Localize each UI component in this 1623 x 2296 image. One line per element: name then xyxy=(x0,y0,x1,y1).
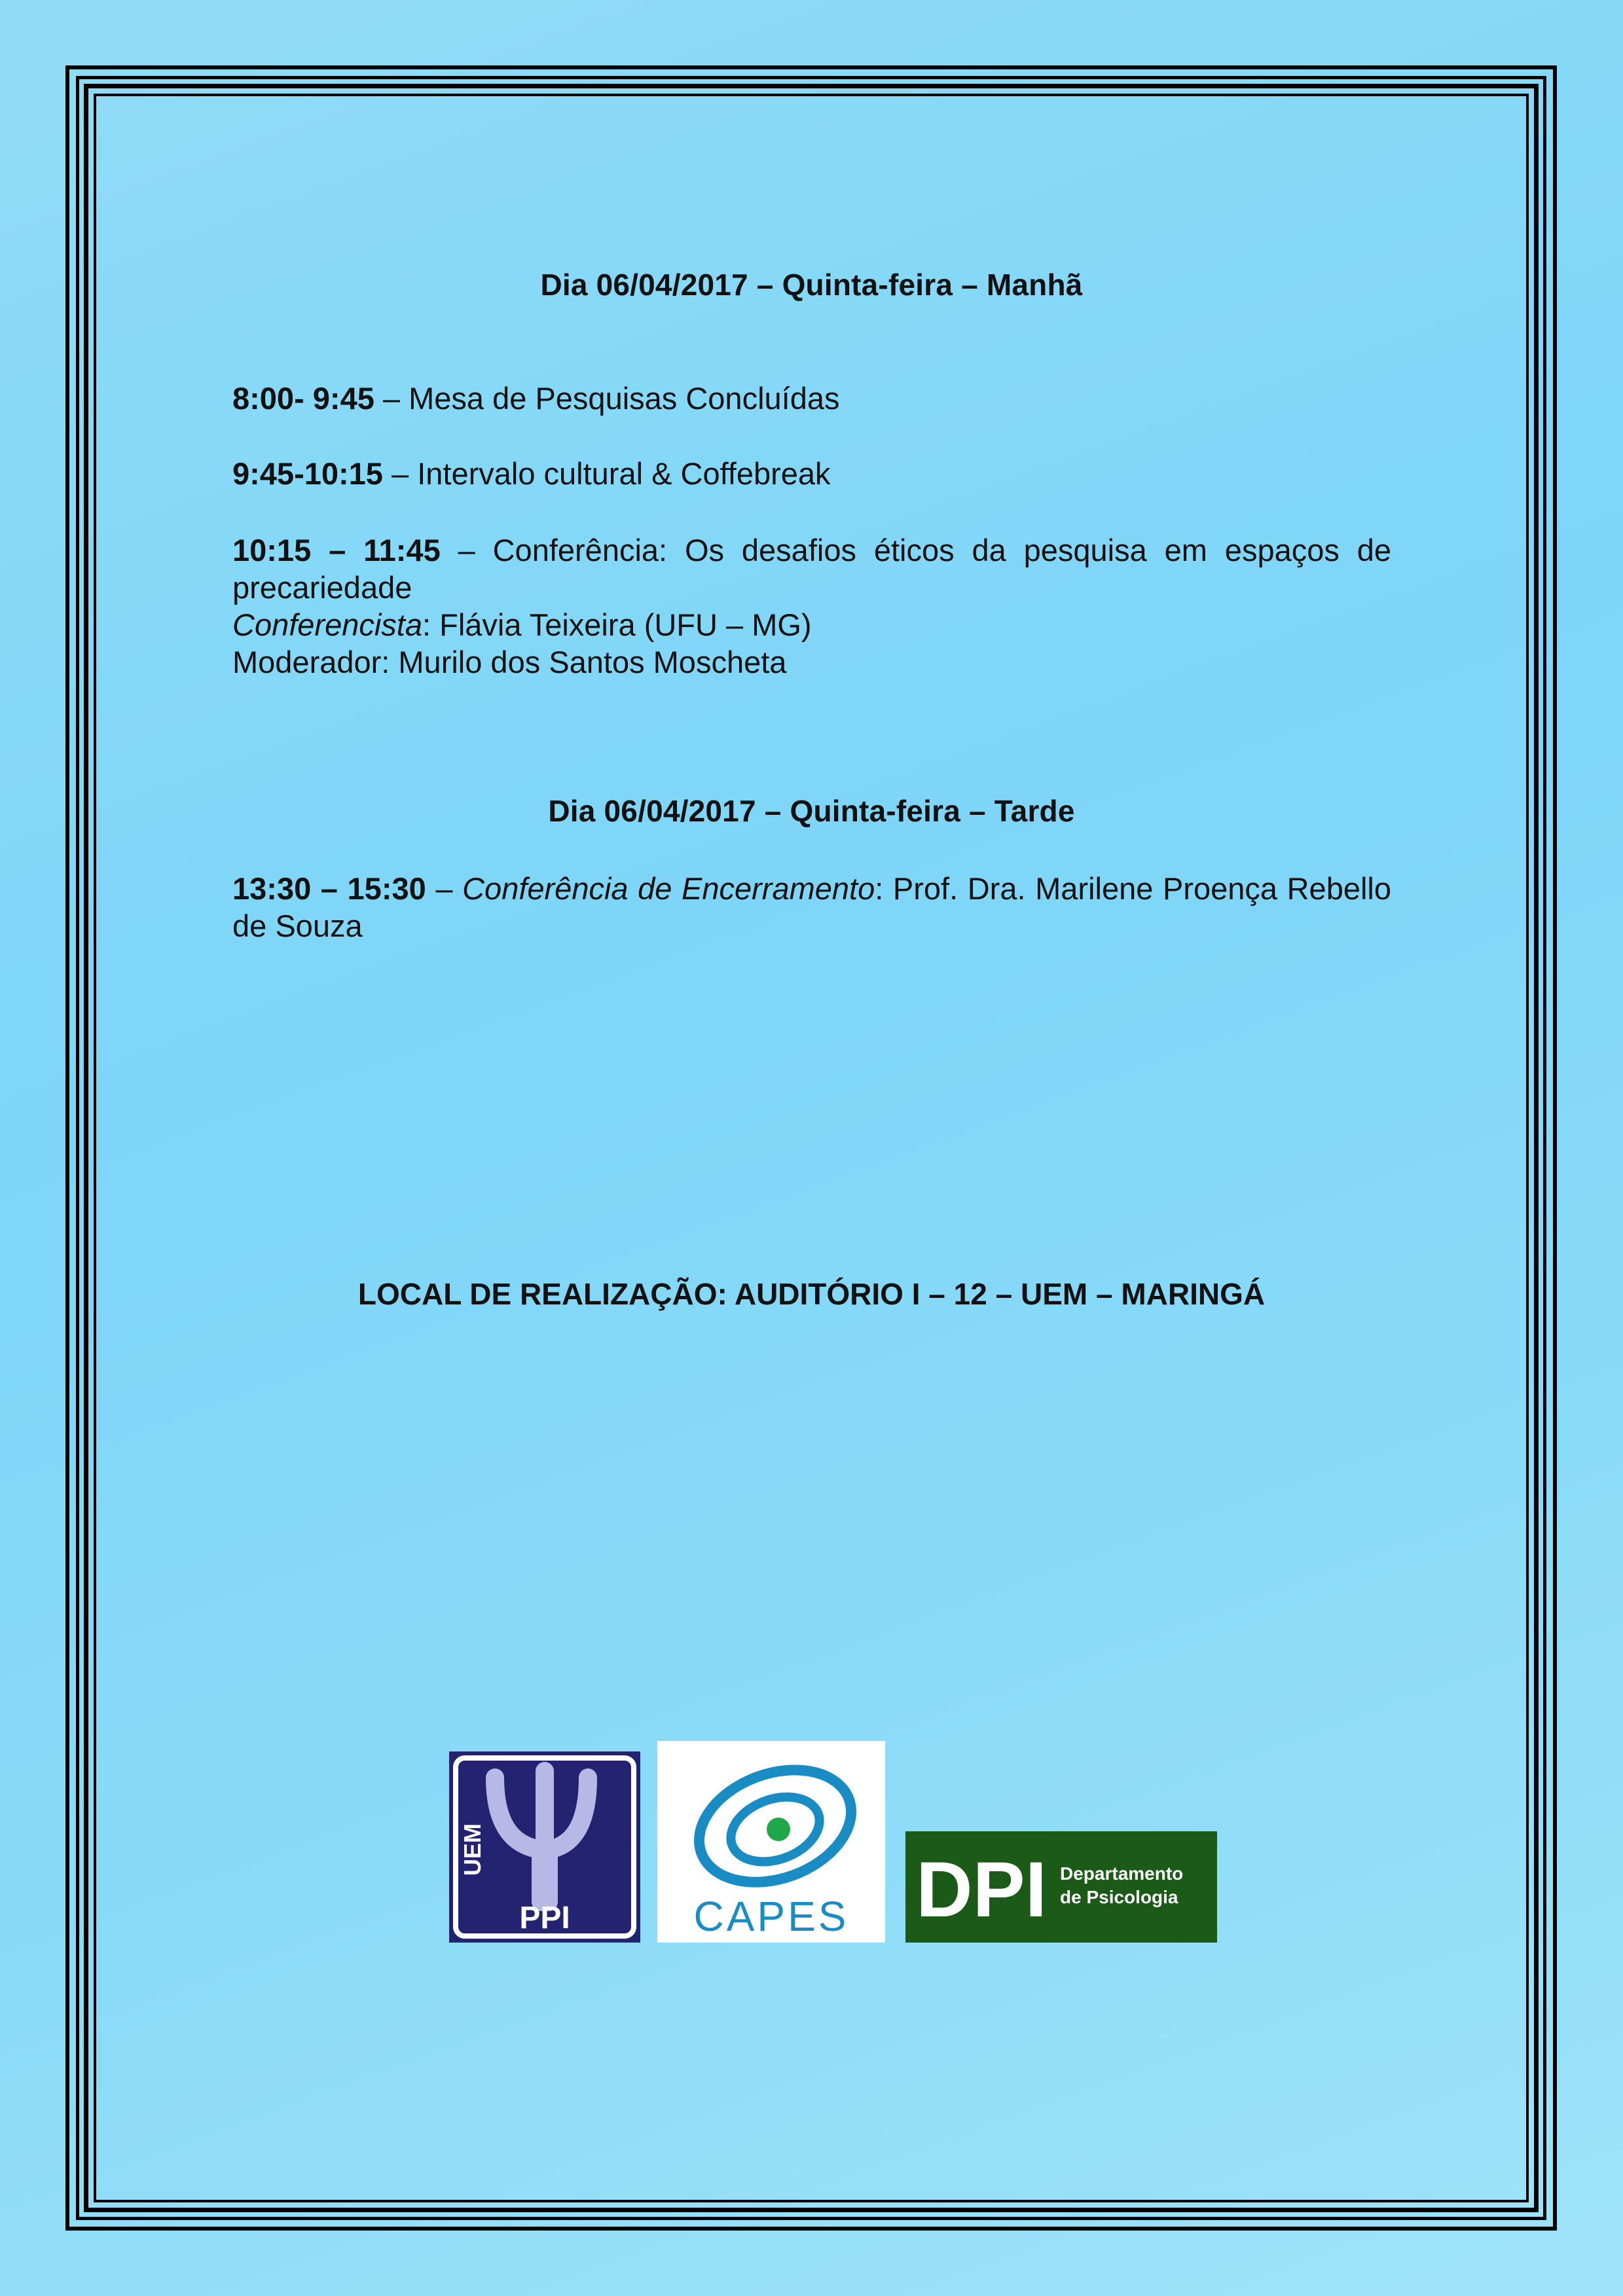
ppi-bottom-text: PPI xyxy=(519,1901,570,1935)
item-text: Conferência: Os desafios éticos da pesquisa em espaços de precariedade xyxy=(232,533,1392,605)
speaker-line xyxy=(232,606,1391,643)
item-time: 9:45-10:15 xyxy=(232,456,383,491)
schedule-item xyxy=(232,455,1391,492)
location-text: LOCAL DE REALIZAÇÃO: AUDITÓRIO I – 12 – UEM – MARINGÁ xyxy=(357,1277,1266,1311)
item-time: 13:30 – 15:30 xyxy=(232,871,426,906)
item-separator: – xyxy=(426,871,463,906)
schedule-item xyxy=(232,531,1391,606)
item-label: Conferência de Encerramento xyxy=(462,871,875,906)
capes-text: CAPES xyxy=(693,1893,849,1940)
ppi-logo xyxy=(449,1751,640,1943)
dpi-line1: Departamento xyxy=(1060,1863,1184,1884)
afternoon-title: Dia 06/04/2017 – Quinta-feira – Tarde xyxy=(548,794,1075,828)
moderator-line: Moderador: Murilo dos Santos Moscheta xyxy=(232,645,787,679)
item-text: Intervalo cultural & Coffebreak xyxy=(417,456,831,491)
item-time: 10:15 – 11:45 xyxy=(232,533,441,567)
capes-orbit-icon xyxy=(657,1741,885,1943)
item-text: : Prof. Dra. Marilene Proença Rebello de Souza xyxy=(232,871,1392,943)
psi-icon xyxy=(449,1751,640,1943)
dpi-logo xyxy=(905,1831,1217,1943)
item-separator: – xyxy=(374,381,409,416)
item-separator: – xyxy=(440,533,493,567)
schedule-item xyxy=(232,870,1391,944)
capes-logo xyxy=(657,1741,885,1943)
speaker-name: : Flávia Teixeira (UFU – MG) xyxy=(422,607,812,642)
item-time: 8:00- 9:45 xyxy=(232,381,374,416)
schedule-item xyxy=(232,380,1391,417)
ppi-side-text: UEM xyxy=(459,1823,486,1876)
dpi-text: DPI xyxy=(916,1846,1048,1933)
item-separator: – xyxy=(382,456,418,491)
dpi-line2: de Psicologia xyxy=(1060,1887,1178,1907)
dpi-mark-icon xyxy=(905,1831,1217,1943)
item-text: Mesa de Pesquisas Concluídas xyxy=(409,381,840,416)
speaker-label: Conferencista xyxy=(232,607,422,642)
morning-title: Dia 06/04/2017 – Quinta-feira – Manhã xyxy=(540,268,1083,302)
